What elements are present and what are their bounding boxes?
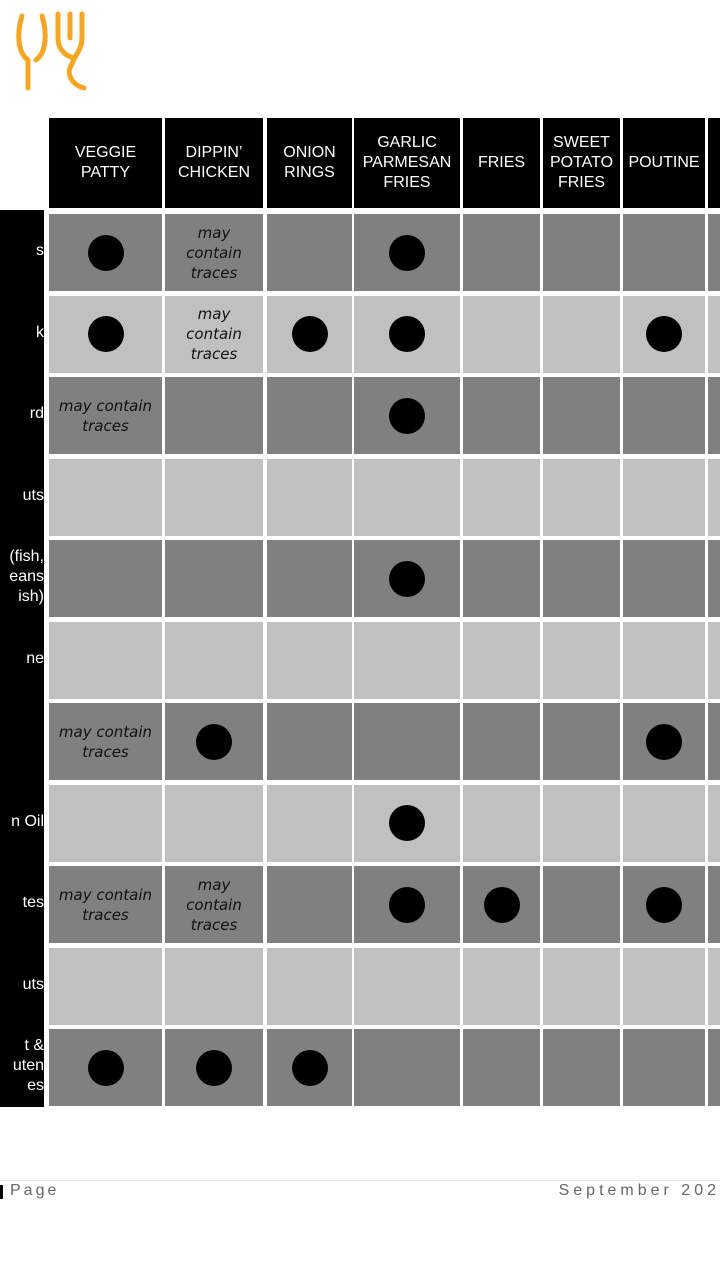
may-contain-traces-note: may contain traces <box>186 875 242 934</box>
row-label <box>0 455 44 537</box>
row-label <box>0 781 44 863</box>
contains-allergen-dot <box>196 1050 232 1086</box>
table-cell <box>623 540 705 617</box>
table-cell <box>165 866 263 943</box>
contains-allergen-dot <box>389 235 425 271</box>
table-cell <box>49 296 162 373</box>
table-cell <box>165 703 263 780</box>
table-cell <box>354 622 460 699</box>
row-label <box>0 1025 44 1107</box>
table-cell <box>354 948 460 1025</box>
row-label-text: tes <box>22 894 44 911</box>
table-cell <box>623 214 705 291</box>
row-label <box>0 699 44 781</box>
row-label <box>0 210 44 292</box>
table-cell <box>165 296 263 373</box>
column-header: ONION RINGS <box>267 118 352 208</box>
table-cell <box>267 1029 352 1106</box>
table-cell <box>49 866 162 943</box>
table-cell <box>267 866 352 943</box>
table-cell <box>354 785 460 862</box>
column-header: SWEET POTATO FRIES <box>543 118 620 208</box>
table-cell <box>49 540 162 617</box>
table-cell <box>543 703 620 780</box>
table-cell <box>708 948 720 1025</box>
contains-allergen-dot <box>389 398 425 434</box>
table-cell <box>708 214 720 291</box>
table-cell <box>165 459 263 536</box>
table-cell <box>267 377 352 454</box>
table-cell <box>543 1029 620 1106</box>
table-cell <box>49 214 162 291</box>
table-cell <box>165 622 263 699</box>
table-cell <box>543 459 620 536</box>
table-cell <box>543 540 620 617</box>
table-cell <box>463 866 540 943</box>
table-cell <box>623 459 705 536</box>
table-cell <box>49 377 162 454</box>
column-header: POUTINE <box>623 118 705 208</box>
table-cell <box>49 622 162 699</box>
contains-allergen-dot <box>292 1050 328 1086</box>
table-cell <box>623 948 705 1025</box>
table-cell <box>623 703 705 780</box>
table-cell <box>165 540 263 617</box>
table-cell <box>708 540 720 617</box>
contains-allergen-dot <box>389 316 425 352</box>
table-cell <box>623 622 705 699</box>
table-cell <box>165 948 263 1025</box>
table-cell <box>708 459 720 536</box>
footer-date: September 202 <box>558 1182 720 1199</box>
table-cell <box>463 1029 540 1106</box>
table-cell <box>354 296 460 373</box>
table-cell <box>165 785 263 862</box>
contains-allergen-dot <box>88 235 124 271</box>
table-cell <box>623 377 705 454</box>
table-cell <box>267 785 352 862</box>
row-label-text: (fish, eans ish) <box>9 548 44 605</box>
table-cell <box>267 214 352 291</box>
row-label <box>0 292 44 374</box>
footer-page-label: Page <box>10 1182 60 1199</box>
table-cell <box>708 785 720 862</box>
table-cell <box>623 1029 705 1106</box>
fork-knife-logo-icon <box>14 10 90 96</box>
column-header: GARLIC PARMESAN FRIES <box>354 118 460 208</box>
table-cell <box>49 785 162 862</box>
table-cell <box>354 703 460 780</box>
may-contain-traces-note: may contain traces <box>58 396 153 435</box>
may-contain-traces-note: may contain traces <box>58 722 153 761</box>
table-cell <box>543 948 620 1025</box>
table-cell <box>49 1029 162 1106</box>
row-label-text: rd <box>29 405 44 422</box>
table-cell <box>354 377 460 454</box>
contains-allergen-dot <box>88 1050 124 1086</box>
table-cell <box>463 540 540 617</box>
table-cell <box>354 214 460 291</box>
row-label <box>0 536 44 618</box>
contains-allergen-dot <box>389 805 425 841</box>
table-cell <box>708 1029 720 1106</box>
table-cell <box>708 622 720 699</box>
table-cell <box>463 214 540 291</box>
contains-allergen-dot <box>389 561 425 597</box>
contains-allergen-dot <box>646 724 682 760</box>
table-cell <box>354 459 460 536</box>
contains-allergen-dot <box>389 887 425 923</box>
footer-marker <box>0 1185 3 1199</box>
table-cell <box>708 296 720 373</box>
label-column-end <box>0 1102 44 1106</box>
table-cell <box>165 214 263 291</box>
table-cell <box>708 866 720 943</box>
row-label-text: s <box>36 242 44 259</box>
row-label-text: uts <box>22 975 44 993</box>
column-header: VEGGIE PATTY <box>49 118 162 208</box>
table-cell <box>623 785 705 862</box>
table-cell <box>543 296 620 373</box>
table-cell <box>49 459 162 536</box>
contains-allergen-dot <box>646 887 682 923</box>
row-label-text: uts <box>22 486 44 504</box>
table-cell <box>267 540 352 617</box>
table-cell <box>463 703 540 780</box>
table-cell <box>623 296 705 373</box>
table-cell <box>463 377 540 454</box>
footer-divider <box>0 1180 720 1181</box>
table-cell <box>354 1029 460 1106</box>
table-cell <box>267 459 352 536</box>
column-header: FRIES <box>463 118 540 208</box>
may-contain-traces-note: may contain traces <box>186 305 242 363</box>
table-cell <box>623 866 705 943</box>
contains-allergen-dot <box>88 316 124 352</box>
row-label-text: t & uten es <box>12 1037 44 1094</box>
row-label <box>0 862 44 944</box>
table-cell <box>463 622 540 699</box>
row-label-text: ne <box>26 649 44 667</box>
table-cell <box>543 214 620 291</box>
table-cell <box>267 703 352 780</box>
table-cell <box>543 785 620 862</box>
may-contain-traces-note: may contain traces <box>58 885 153 924</box>
column-header <box>708 118 720 208</box>
table-cell <box>463 296 540 373</box>
table-cell <box>354 540 460 617</box>
table-cell <box>463 785 540 862</box>
table-cell <box>267 948 352 1025</box>
may-contain-traces-note: may contain traces <box>186 223 242 282</box>
table-cell <box>543 377 620 454</box>
row-label <box>0 618 44 700</box>
table-cell <box>165 377 263 454</box>
table-cell <box>165 1029 263 1106</box>
table-cell <box>267 622 352 699</box>
column-header: DIPPIN’ CHICKEN <box>165 118 263 208</box>
table-cell <box>354 866 460 943</box>
contains-allergen-dot <box>196 724 232 760</box>
contains-allergen-dot <box>646 316 682 352</box>
table-cell <box>49 948 162 1025</box>
table-cell <box>463 459 540 536</box>
table-cell <box>267 296 352 373</box>
table-cell <box>708 377 720 454</box>
row-label <box>0 944 44 1026</box>
table-cell <box>543 622 620 699</box>
table-cell <box>543 866 620 943</box>
contains-allergen-dot <box>484 887 520 923</box>
contains-allergen-dot <box>292 316 328 352</box>
table-cell <box>463 948 540 1025</box>
row-label <box>0 373 44 455</box>
table-cell <box>49 703 162 780</box>
row-label-text: k <box>36 323 44 341</box>
table-cell <box>708 703 720 780</box>
row-label-text: n Oil <box>11 812 44 830</box>
